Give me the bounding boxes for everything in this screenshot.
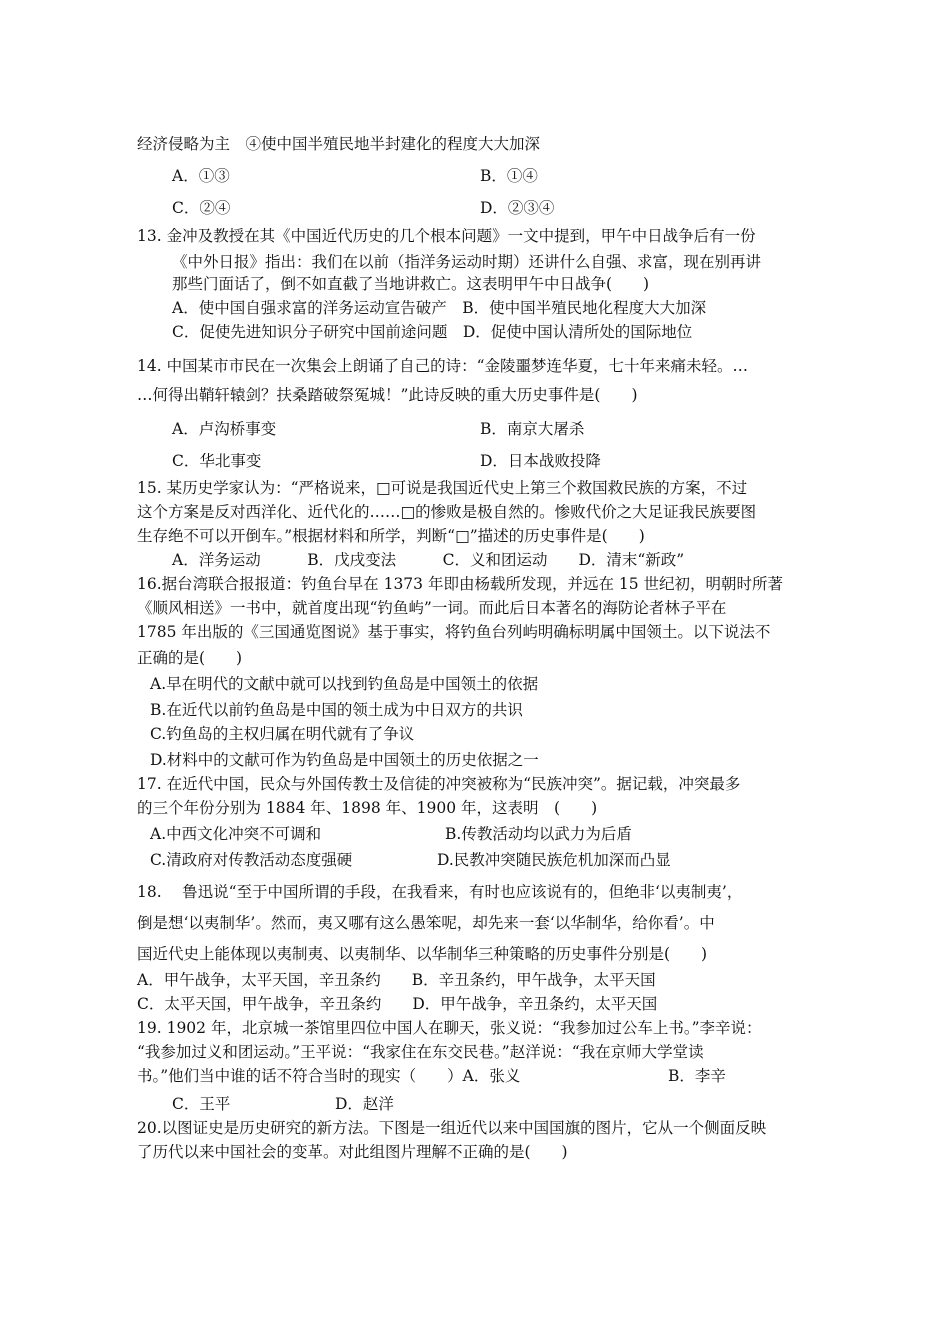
text-line: B．①④ bbox=[480, 167, 538, 185]
text-line: C．促使先进知识分子研究中国前途问题 D．促使中国认清所处的国际地位 bbox=[172, 323, 693, 341]
text-line: A．①③ bbox=[172, 167, 230, 185]
text-line: D．日本战败投降 bbox=[480, 452, 601, 470]
text-line: 17. 在近代中国，民众与外国传教士及信徒的冲突被称为“民族冲突”。据记载，冲突最多 bbox=[137, 775, 741, 793]
text-line: B.传教活动均以武力为后盾 bbox=[445, 825, 632, 843]
text-line: A．洋务运动 B．戊戌变法 C．义和团运动 D．清末“新政” bbox=[172, 551, 685, 569]
text-line: 14. 中国某市市民在一次集会上朗诵了自己的诗：“金陵噩梦连华夏，七十年来痛未轻。… bbox=[137, 357, 749, 375]
text-line: C.清政府对传教活动态度强硬 bbox=[150, 851, 353, 869]
text-line: C．②④ bbox=[172, 199, 231, 217]
text-line: 这个方案是反对西洋化、近代化的……□的惨败是极自然的。惨败代价之大足证我民族要图 bbox=[137, 503, 757, 521]
text-line: 了历代以来中国社会的变革。对此组图片理解不正确的是( ) bbox=[137, 1143, 568, 1161]
text-line: B．李辛 bbox=[668, 1067, 726, 1085]
text-line: “我参加过义和团运动。”王平说：“我家住在东交民巷。”赵洋说：“我在京师大学堂读 bbox=[137, 1043, 704, 1061]
text-line: 15. 某历史学家认为：“严格说来，□可说是我国近代史上第三个救国救民族的方案，不过 bbox=[137, 479, 748, 497]
text-line: A．甲午战争，太平天国，辛丑条约 B．辛丑条约，甲午战争，太平天国 bbox=[137, 971, 656, 989]
text-line: 的三个年份分别为 1884 年、1898 年、1900 年，这表明 ( ) bbox=[137, 799, 598, 817]
text-line: 正确的是( ) bbox=[137, 649, 243, 667]
text-line: 20.以图证史是历史研究的新方法。下图是一组近代以来中国国旗的图片，它从一个侧面反映 bbox=[137, 1119, 767, 1137]
text-line: 《中外日报》指出：我们在以前（指洋务运动时期）还讲什么自强、求富，现在别再讲 bbox=[172, 253, 762, 271]
text-line: A.中西文化冲突不可调和 bbox=[150, 825, 322, 843]
text-line: C．华北事变 bbox=[172, 452, 262, 470]
text-line: C．太平天国，甲午战争，辛丑条约 D．甲午战争，辛丑条约，太平天国 bbox=[137, 995, 658, 1013]
text-line: 书。”他们当中谁的话不符合当时的现实（ ）A．张义 bbox=[137, 1067, 521, 1085]
text-line: 国近代史上能体现以夷制夷、以夷制华、以华制华三种策略的历史事件分别是( ) bbox=[137, 945, 708, 963]
text-line: C.钓鱼岛的主权归属在明代就有了争议 bbox=[150, 725, 415, 743]
text-line: D.材料中的文献可作为钓鱼岛是中国领土的历史依据之一 bbox=[150, 751, 539, 769]
text-line: 18. 鲁迅说“至于中国所谓的手段，在我看来，有时也应该说有的，但绝非‘以夷制夷’， bbox=[137, 883, 743, 901]
text-line: A．使中国自强求富的洋务运动宣告破产 B．使中国半殖民地化程度大大加深 bbox=[172, 299, 707, 317]
text-line: 经济侵略为主 ④使中国半殖民地半封建化的程度大大加深 bbox=[137, 135, 541, 153]
text-line: 生存绝不可以开倒车。”根据材料和所学，判断“□”描述的历史事件是( ) bbox=[137, 527, 645, 545]
text-line: …何得出鞘轩辕剑？扶桑踏破祭冤城！”此诗反映的重大历史事件是( ) bbox=[137, 386, 638, 404]
text-line: A．卢沟桥事变 bbox=[172, 420, 277, 438]
text-line: 13. 金冲及教授在其《中国近代历史的几个根本问题》一文中提到，甲午中日战争后有一份 bbox=[137, 227, 756, 245]
text-line: B．南京大屠杀 bbox=[480, 420, 585, 438]
text-line: D．②③④ bbox=[480, 199, 555, 217]
text-line: A.早在明代的文献中就可以找到钓鱼岛是中国领土的依据 bbox=[150, 675, 539, 693]
text-line: B.在近代以前钓鱼岛是中国的领土成为中日双方的共识 bbox=[150, 701, 523, 719]
text-line: 倒是想‘以夷制华’。然而，夷又哪有这么愚笨呢，却先来一套‘以华制华，给你看’。中 bbox=[137, 914, 715, 932]
text-line: 16.据台湾联合报报道：钓鱼台早在 1373 年即由杨载所发现，并远在 15 世纪初，明朝时所著 bbox=[137, 575, 784, 593]
text-line: 那些门面话了，倒不如直截了当地讲救亡。这表明甲午中日战争( ) bbox=[172, 275, 650, 293]
text-line: D.民教冲突随民族危机加深而凸显 bbox=[437, 851, 671, 869]
text-line: C．王平 bbox=[172, 1095, 231, 1113]
text-line: 19. 1902 年，北京城一茶馆里四位中国人在聊天，张义说：“我参加过公车上书。”李辛说： bbox=[137, 1019, 762, 1037]
text-line: 《顺风相送》一书中，就首度出现“钓鱼屿”一词。而此后日本著名的海防论者林子平在 bbox=[137, 599, 727, 617]
text-line: D．赵洋 bbox=[335, 1095, 394, 1113]
text-line: 1785 年出版的《三国通览图说》基于事实，将钓鱼台列屿明确标明属中国领土。以下说法不 bbox=[137, 623, 771, 641]
